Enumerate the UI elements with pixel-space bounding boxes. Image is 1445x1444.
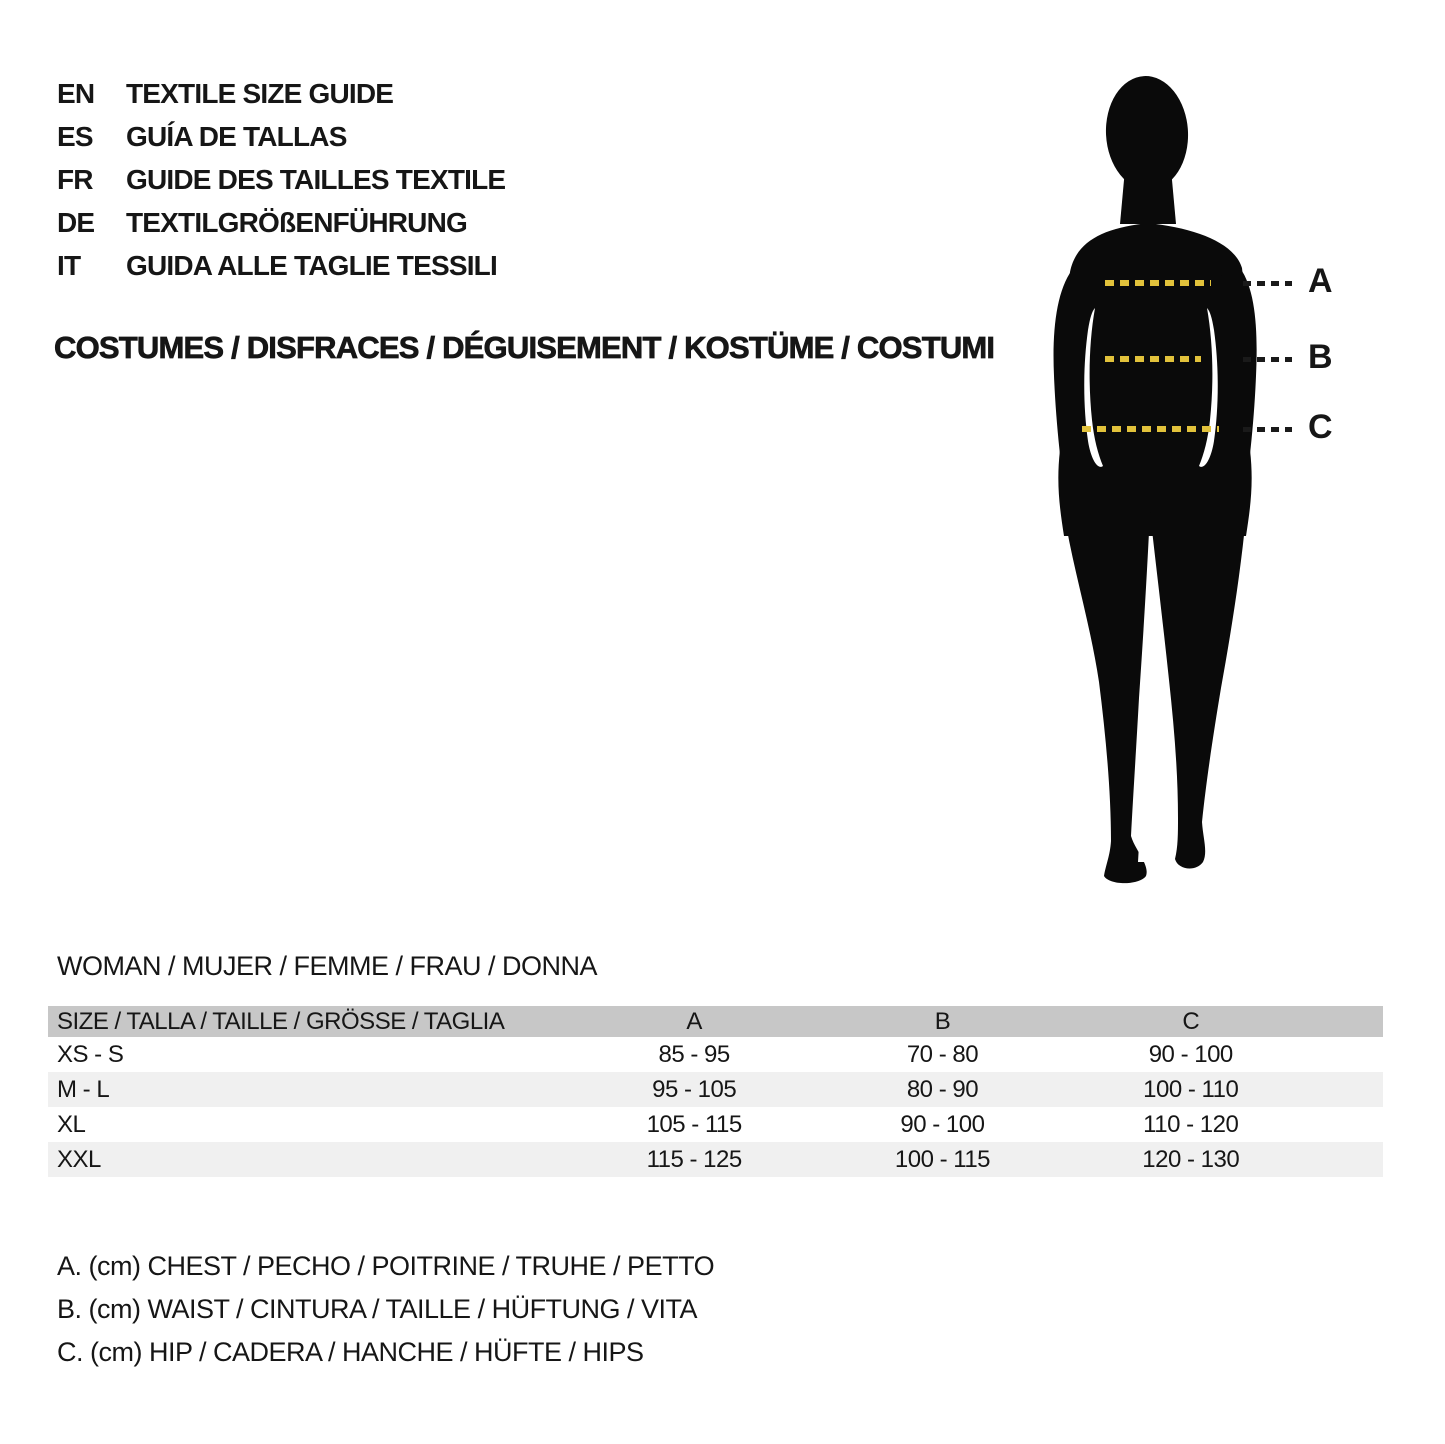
measure-label-waist: B (1307, 338, 1333, 376)
size-row-xxl (48, 1142, 1383, 1177)
cell-b: 70 - 80 (906, 1040, 979, 1068)
language-code: FR (57, 163, 93, 195)
cell-spacer (1315, 1072, 1383, 1107)
size-row-xl (48, 1107, 1383, 1142)
language-code: IT (57, 249, 81, 281)
size-row-m-l (48, 1072, 1383, 1107)
legend-line-waist: B. (cm) WAIST / CINTURA / TAILLE / HÜFTUNG / VITA (57, 1294, 698, 1324)
cell-size: XL (57, 1110, 86, 1138)
cell-size: XXL (57, 1145, 101, 1173)
language-row-fr (57, 158, 505, 201)
cell-spacer (1315, 1037, 1383, 1072)
language-code: DE (57, 206, 95, 238)
cell-size: M - L (57, 1075, 110, 1103)
language-title: GUIDE DES TAILLES TEXTILE (126, 163, 506, 195)
language-title: GUIDA ALLE TAGLIE TESSILI (126, 249, 497, 281)
legend-line-chest: A. (cm) CHEST / PECHO / POITRINE / TRUHE / PETTO (57, 1251, 715, 1281)
measure-line-chest (1105, 280, 1211, 286)
col-header-size: SIZE / TALLA / TAILLE / GRÖSSE / TAGLIA (57, 1007, 505, 1035)
size-figure (1000, 70, 1445, 895)
cell-c: 90 - 100 (1148, 1040, 1233, 1068)
cell-spacer (1315, 1142, 1383, 1177)
measure-connector-waist (1243, 357, 1292, 362)
language-row-en (57, 72, 505, 115)
measurement-legend (57, 1245, 714, 1374)
cell-b: 80 - 90 (906, 1075, 979, 1103)
measure-label-chest: A (1307, 262, 1333, 300)
cell-b: 100 - 115 (894, 1145, 991, 1173)
size-table (48, 1006, 1383, 1177)
measure-label-hip: C (1307, 408, 1333, 446)
measure-connector-chest (1243, 281, 1292, 286)
cell-c: 110 - 120 (1143, 1110, 1239, 1138)
language-title: TEXTILGRÖßENFÜHRUNG (126, 206, 468, 238)
cell-b: 90 - 100 (900, 1110, 985, 1138)
cell-c: 120 - 130 (1142, 1145, 1240, 1173)
language-code: EN (57, 77, 95, 109)
measure-line-hip (1082, 426, 1219, 432)
size-table-header-row (48, 1006, 1383, 1037)
col-header-a: A (686, 1007, 702, 1035)
col-header-spacer (1315, 1006, 1383, 1037)
measure-line-waist (1105, 356, 1201, 362)
language-row-es (57, 115, 505, 158)
cell-size: XS - S (57, 1040, 124, 1068)
category-line: COSTUMES / DISFRACES / DÉGUISEMENT / KOSTÜME / COSTUMI (54, 330, 995, 365)
cell-a: 115 - 125 (646, 1145, 742, 1173)
legend-line-hip: C. (cm) HIP / CADERA / HANCHE / HÜFTE / HIPS (57, 1337, 644, 1367)
cell-a: 105 - 115 (646, 1110, 742, 1138)
language-list (57, 72, 505, 287)
cell-c: 100 - 110 (1143, 1075, 1239, 1103)
cell-spacer (1315, 1107, 1383, 1142)
language-row-it (57, 244, 505, 287)
cell-a: 95 - 105 (652, 1075, 737, 1103)
col-header-c: C (1182, 1007, 1200, 1035)
cell-a: 85 - 95 (658, 1040, 730, 1068)
language-title: GUÍA DE TALLAS (126, 120, 347, 152)
size-row-xs-s (48, 1037, 1383, 1072)
language-code: ES (57, 120, 93, 152)
language-row-de (57, 201, 505, 244)
language-title: TEXTILE SIZE GUIDE (126, 77, 394, 109)
woman-silhouette (1000, 70, 1300, 895)
measure-connector-hip (1243, 427, 1292, 432)
size-table-heading: WOMAN / MUJER / FEMME / FRAU / DONNA (57, 951, 597, 981)
col-header-b: B (934, 1007, 951, 1035)
